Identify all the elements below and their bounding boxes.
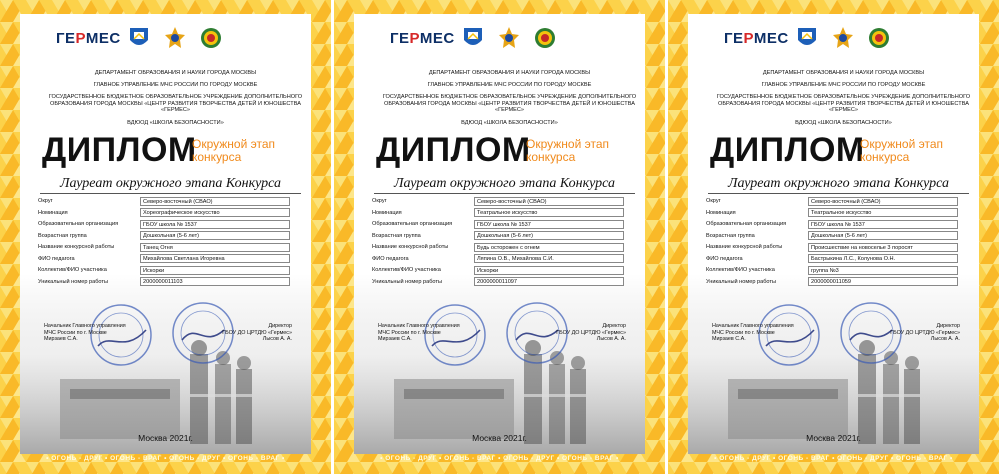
row-nomination — [706, 208, 966, 220]
nomination-value: Театральное искусство — [474, 208, 624, 217]
nomination-label: Номинация — [706, 209, 736, 216]
nomination-value: Хореографическое искусство — [140, 208, 290, 217]
firefighters-photo — [668, 274, 999, 474]
teacher-label: ФИО педагога — [372, 255, 409, 262]
age-label: Возрастная группа — [706, 232, 755, 239]
row-participant — [706, 265, 966, 277]
nomination-value: Театральное искусство — [808, 208, 958, 217]
org-label: Образовательная организация — [372, 221, 453, 227]
nomination-label: Номинация — [38, 209, 68, 216]
organization-heading: ГОСУДАРСТВЕННОЕ БЮДЖЕТНОЕ ОБРАЗОВАТЕЛЬНОЕ УЧРЕЖДЕНИЕ ДОПОЛНИТЕЛЬНОГО ОБРАЗОВАНИЯ ГОРОДА МОСКВЫ «ЦЕНТР РАЗВИТИЯ ТВОРЧЕСТВА ДЕТЕЙ И ЮНОШЕСТВА «ГЕРМЕС» — [382, 94, 637, 113]
row-org — [706, 219, 966, 231]
movement-heading: ВДЮОД «ШКОЛА БЕЗОПАСНОСТИ» — [127, 120, 224, 126]
stage-caption — [526, 138, 609, 164]
slogan-strip: • ОГОНЬ - ДРУГ • ОГОНЬ - ВРАГ • ОГОНЬ - ДРУГ • ОГОНЬ - ВРАГ • — [380, 455, 619, 462]
participant-value: Искорки — [140, 266, 290, 275]
district-value: Северо-восточный (СВАО) — [140, 197, 290, 206]
stage-line-1: Окружной этап — [526, 137, 610, 151]
laureate-title: Лауреат окружного этапа Конкурса — [40, 176, 301, 194]
left-signer-org: МЧС России по г. Москве — [44, 329, 107, 336]
number-label: Уникальный номер работы — [372, 278, 442, 285]
participant-label: Коллектив/ФИО участника — [706, 267, 775, 273]
logo-row — [334, 26, 665, 52]
info-table — [706, 196, 966, 288]
row-number — [706, 277, 966, 289]
org-value: ГБОУ школа № 1537 — [140, 220, 290, 229]
row-work — [38, 242, 298, 254]
district-label: Округ — [38, 198, 53, 204]
place-date: Москва 2021г. — [138, 433, 193, 443]
stage-line-1: Окружной этап — [860, 137, 944, 151]
right-signature-block — [208, 323, 292, 343]
row-work — [372, 242, 632, 254]
nomination-label: Номинация — [372, 209, 402, 216]
right-signer-org: ГБОУ ДО ЦРТДЮ «Гермес» — [556, 329, 626, 336]
mchs-heading: ГЛАВНОЕ УПРАВЛЕНИЕ МЧС РОССИИ ПО ГОРОДУ МОСКВЕ — [93, 82, 258, 88]
row-number — [372, 277, 632, 289]
participant-label: Коллектив/ФИО участника — [372, 267, 441, 273]
diploma-card-3 — [668, 0, 999, 474]
firefighters-photo — [0, 274, 331, 474]
stage-line-2: конкурса — [192, 150, 242, 164]
participant-value: группа №3 — [808, 266, 958, 275]
firefighters-photo — [334, 274, 665, 474]
mchs-heading: ГЛАВНОЕ УПРАВЛЕНИЕ МЧС РОССИИ ПО ГОРОДУ МОСКВЕ — [427, 82, 592, 88]
germes-logo: ГЕРМЕС — [56, 30, 121, 47]
number-label: Уникальный номер работы — [706, 278, 776, 285]
diploma-title: ДИПЛОМ — [42, 131, 197, 169]
row-nomination — [372, 208, 632, 220]
row-age — [38, 231, 298, 243]
laureate-title: Лауреат окружного этапа Конкурса — [374, 176, 635, 194]
org-value: ГБОУ школа № 1537 — [808, 220, 958, 229]
row-district — [372, 196, 632, 208]
number-value: 2000000011059 — [808, 277, 958, 286]
right-signer-org: ГБОУ ДО ЦРТДЮ «Гермес» — [222, 329, 292, 336]
safety-school-emblem-icon — [868, 26, 890, 50]
diploma-card-2 — [334, 0, 665, 474]
mchs-emblem-icon — [498, 26, 520, 50]
right-signature-block — [876, 323, 960, 343]
district-label: Округ — [706, 198, 721, 204]
row-age — [706, 231, 966, 243]
age-label: Возрастная группа — [38, 232, 87, 239]
age-value: Дошкольная (5-6 лет) — [808, 231, 958, 240]
department-heading: ДЕПАРТАМЕНТ ОБРАЗОВАНИЯ И НАУКИ ГОРОДА МОСКВЫ — [762, 70, 925, 76]
right-signature-block — [542, 323, 626, 343]
slogan-strip: • ОГОНЬ - ДРУГ • ОГОНЬ - ВРАГ • ОГОНЬ - ДРУГ • ОГОНЬ - ВРАГ • — [46, 455, 285, 462]
work-label: Название конкурсной работы — [706, 244, 783, 250]
row-work — [706, 242, 966, 254]
row-teacher — [372, 254, 632, 266]
left-signer-title: Начальник Главного управления — [712, 323, 794, 329]
left-signer-org: МЧС России по г. Москве — [378, 329, 441, 336]
district-value: Северо-восточный (СВАО) — [474, 197, 624, 206]
teacher-value: Бастрыкина Л.С., Колунова О.Н. — [808, 254, 958, 263]
left-signer-name: Мирзаев С.А. — [378, 336, 412, 342]
info-table — [372, 196, 632, 288]
number-value: 2000000011097 — [474, 277, 624, 286]
teacher-label: ФИО педагога — [38, 255, 75, 262]
row-number — [38, 277, 298, 289]
participant-value: Искорки — [474, 266, 624, 275]
laureate-title: Лауреат окружного этапа Конкурса — [708, 176, 969, 194]
work-label: Название конкурсной работы — [38, 244, 115, 250]
diploma-title: ДИПЛОМ — [710, 131, 865, 169]
left-signature-block — [712, 323, 794, 343]
age-value: Дошкольная (5-6 лет) — [474, 231, 624, 240]
mchs-emblem-icon — [832, 26, 854, 50]
germes-logo: ГЕРМЕС — [390, 30, 455, 47]
right-signer-title: Директор — [268, 323, 292, 329]
left-signer-name: Мирзаев С.А. — [44, 336, 78, 342]
right-signer-title: Директор — [602, 323, 626, 329]
stage-line-1: Окружной этап — [192, 137, 276, 151]
participant-label: Коллектив/ФИО участника — [38, 267, 107, 273]
right-signer-name: Лысов А. А. — [930, 336, 960, 342]
left-signature-block — [44, 323, 126, 343]
right-signer-org: ГБОУ ДО ЦРТДЮ «Гермес» — [890, 329, 960, 336]
movement-heading: ВДЮОД «ШКОЛА БЕЗОПАСНОСТИ» — [461, 120, 558, 126]
education-dept-emblem-icon — [796, 26, 818, 50]
row-participant — [38, 265, 298, 277]
department-heading: ДЕПАРТАМЕНТ ОБРАЗОВАНИЯ И НАУКИ ГОРОДА МОСКВЫ — [94, 70, 257, 76]
number-label: Уникальный номер работы — [38, 278, 108, 285]
row-teacher — [706, 254, 966, 266]
teacher-value: Михайлова Светлана Игоревна — [140, 254, 290, 263]
teacher-label: ФИО педагога — [706, 255, 743, 262]
place-date: Москва 2021г. — [472, 433, 527, 443]
stage-caption — [192, 138, 275, 164]
slogan-strip: • ОГОНЬ - ДРУГ • ОГОНЬ - ВРАГ • ОГОНЬ - ДРУГ • ОГОНЬ - ВРАГ • — [714, 455, 953, 462]
row-org — [372, 219, 632, 231]
logo-row — [668, 26, 999, 52]
age-value: Дошкольная (5-6 лет) — [140, 231, 290, 240]
right-signer-name: Лысов А. А. — [596, 336, 626, 342]
education-dept-emblem-icon — [128, 26, 150, 50]
mchs-heading: ГЛАВНОЕ УПРАВЛЕНИЕ МЧС РОССИИ ПО ГОРОДУ МОСКВЕ — [761, 82, 926, 88]
stage-caption — [860, 138, 943, 164]
mchs-emblem-icon — [164, 26, 186, 50]
place-date: Москва 2021г. — [806, 433, 861, 443]
right-signer-name: Лысов А. А. — [262, 336, 292, 342]
education-dept-emblem-icon — [462, 26, 484, 50]
district-label: Округ — [372, 198, 387, 204]
organization-heading: ГОСУДАРСТВЕННОЕ БЮДЖЕТНОЕ ОБРАЗОВАТЕЛЬНОЕ УЧРЕЖДЕНИЕ ДОПОЛНИТЕЛЬНОГО ОБРАЗОВАНИЯ ГОРОДА МОСКВЫ «ЦЕНТР РАЗВИТИЯ ТВОРЧЕСТВА ДЕТЕЙ И ЮНОШЕСТВА «ГЕРМЕС» — [716, 94, 971, 113]
row-nomination — [38, 208, 298, 220]
row-age — [372, 231, 632, 243]
row-participant — [372, 265, 632, 277]
organization-heading: ГОСУДАРСТВЕННОЕ БЮДЖЕТНОЕ ОБРАЗОВАТЕЛЬНОЕ УЧРЕЖДЕНИЕ ДОПОЛНИТЕЛЬНОГО ОБРАЗОВАНИЯ ГОРОДА МОСКВЫ «ЦЕНТР РАЗВИТИЯ ТВОРЧЕСТВА ДЕТЕЙ И ЮНОШЕСТВА «ГЕРМЕС» — [48, 94, 303, 113]
row-district — [706, 196, 966, 208]
diploma-title: ДИПЛОМ — [376, 131, 531, 169]
germes-logo: ГЕРМЕС — [724, 30, 789, 47]
district-value: Северо-восточный (СВАО) — [808, 197, 958, 206]
movement-heading: ВДЮОД «ШКОЛА БЕЗОПАСНОСТИ» — [795, 120, 892, 126]
work-value: Танец Огня — [140, 243, 290, 252]
stage-line-2: конкурса — [860, 150, 910, 164]
left-signer-title: Начальник Главного управления — [44, 323, 126, 329]
row-district — [38, 196, 298, 208]
org-label: Образовательная организация — [38, 221, 119, 227]
left-signer-org: МЧС России по г. Москве — [712, 329, 775, 336]
row-org — [38, 219, 298, 231]
org-value: ГБОУ школа № 1537 — [474, 220, 624, 229]
number-value: 2000000011103 — [140, 277, 290, 286]
teacher-value: Ляпина О.В., Михайлова С.И. — [474, 254, 624, 263]
right-signer-title: Директор — [936, 323, 960, 329]
info-table — [38, 196, 298, 288]
age-label: Возрастная группа — [372, 232, 421, 239]
left-signer-title: Начальник Главного управления — [378, 323, 460, 329]
left-signature-block — [378, 323, 460, 343]
safety-school-emblem-icon — [534, 26, 556, 50]
diploma-card-1 — [0, 0, 331, 474]
work-label: Название конкурсной работы — [372, 244, 449, 250]
department-heading: ДЕПАРТАМЕНТ ОБРАЗОВАНИЯ И НАУКИ ГОРОДА МОСКВЫ — [428, 70, 591, 76]
left-signer-name: Мирзаев С.А. — [712, 336, 746, 342]
logo-row — [0, 26, 331, 52]
org-label: Образовательная организация — [706, 221, 787, 227]
safety-school-emblem-icon — [200, 26, 222, 50]
work-value: Будь осторожен с огнем — [474, 243, 624, 252]
stage-line-2: конкурса — [526, 150, 576, 164]
row-teacher — [38, 254, 298, 266]
work-value: Происшествие на новоселье 3 поросят — [808, 243, 958, 252]
